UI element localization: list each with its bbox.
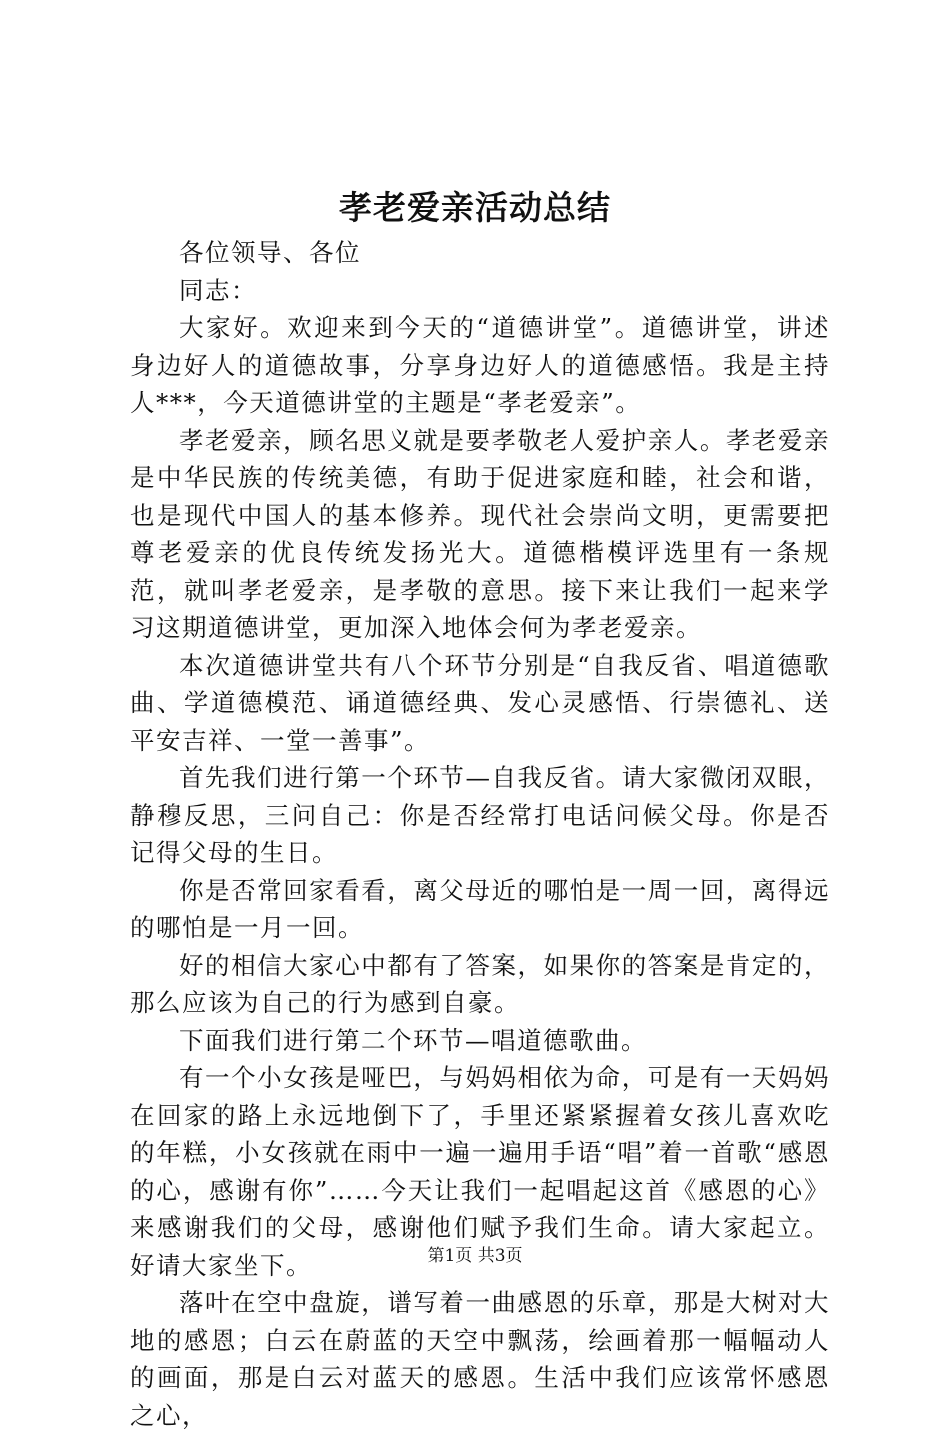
paragraph-salutation-1: 各位领导、各位 bbox=[179, 238, 361, 267]
paragraph-gratitude: 落叶在空中盘旋，谱写着一曲感恩的乐章，那是大树对大地的感恩；白云在蔚蓝的天空中飘荡，绘画着那一幅幅动人的画面，那是白云对蓝天的感恩。生活中我们应该常怀感恩之心， bbox=[130, 1288, 830, 1430]
paragraph-answer: 好的相信大家心中都有了答案，如果你的答案是肯定的，那么应该为自己的行为感到自豪。 bbox=[130, 950, 830, 1017]
paragraph-step-two: 下面我们进行第二个环节—唱道德歌曲。 bbox=[179, 1025, 647, 1055]
document-title: 孝老爱亲活动总结 bbox=[339, 188, 611, 227]
page-indicator: 第1页 共3页 bbox=[427, 1246, 523, 1266]
paragraph-greeting: 大家好。欢迎来到今天的“道德讲堂”。道德讲堂，讲述身边好人的道德故事，分享身边好人的道德感悟。我是主持人***，今天道德讲堂的主题是“孝老爱亲”。 bbox=[130, 313, 830, 417]
paragraph-salutation-2: 同志： bbox=[179, 275, 257, 305]
paragraph-visit-home: 你是否常回家看看，离父母近的哪怕是一周一回，离得远的哪怕是一月一回。 bbox=[130, 875, 830, 942]
paragraph-theme: 孝老爱亲，顾名思义就是要孝敬老人爱护亲人。孝老爱亲是中华民族的传统美德，有助于促进家庭和睦，社会和谐，也是现代中国人的基本修养。现代社会崇尚文明，更需要把尊老爱亲的优良传统发扬光大。道德楷模评选里有一条规范，就叫孝老爱亲，是孝敬的意思。接下来让我们一起来学习这期道德讲堂，更加深入地体会何为孝老爱亲。 bbox=[130, 425, 830, 642]
paragraph-sections: 本次道德讲堂共有八个环节分别是“自我反省、唱道德歌曲、学道德模范、诵道德经典、发心灵感悟、行崇德礼、送平安吉祥、一堂一善事”。 bbox=[130, 650, 830, 755]
paragraph-story: 有一个小女孩是哑巴，与妈妈相依为命，可是有一天妈妈在回家的路上永远地倒下了，手里还紧紧握着女孩儿喜欢吃的年糕，小女孩就在雨中一遍一遍用手语“唱”着一首歌“感恩的心，感谢有你”……今天让我们一起唱起这首《感恩的心》来感谢我们的父母，感谢他们赋予我们生命。请大家起立。好请大家坐下。 bbox=[130, 1063, 830, 1280]
paragraph-step-one: 首先我们进行第一个环节—自我反省。请大家微闭双眼，静穆反思，三问自己：你是否经常打电话问候父母。你是否记得父母的生日。 bbox=[130, 763, 830, 867]
